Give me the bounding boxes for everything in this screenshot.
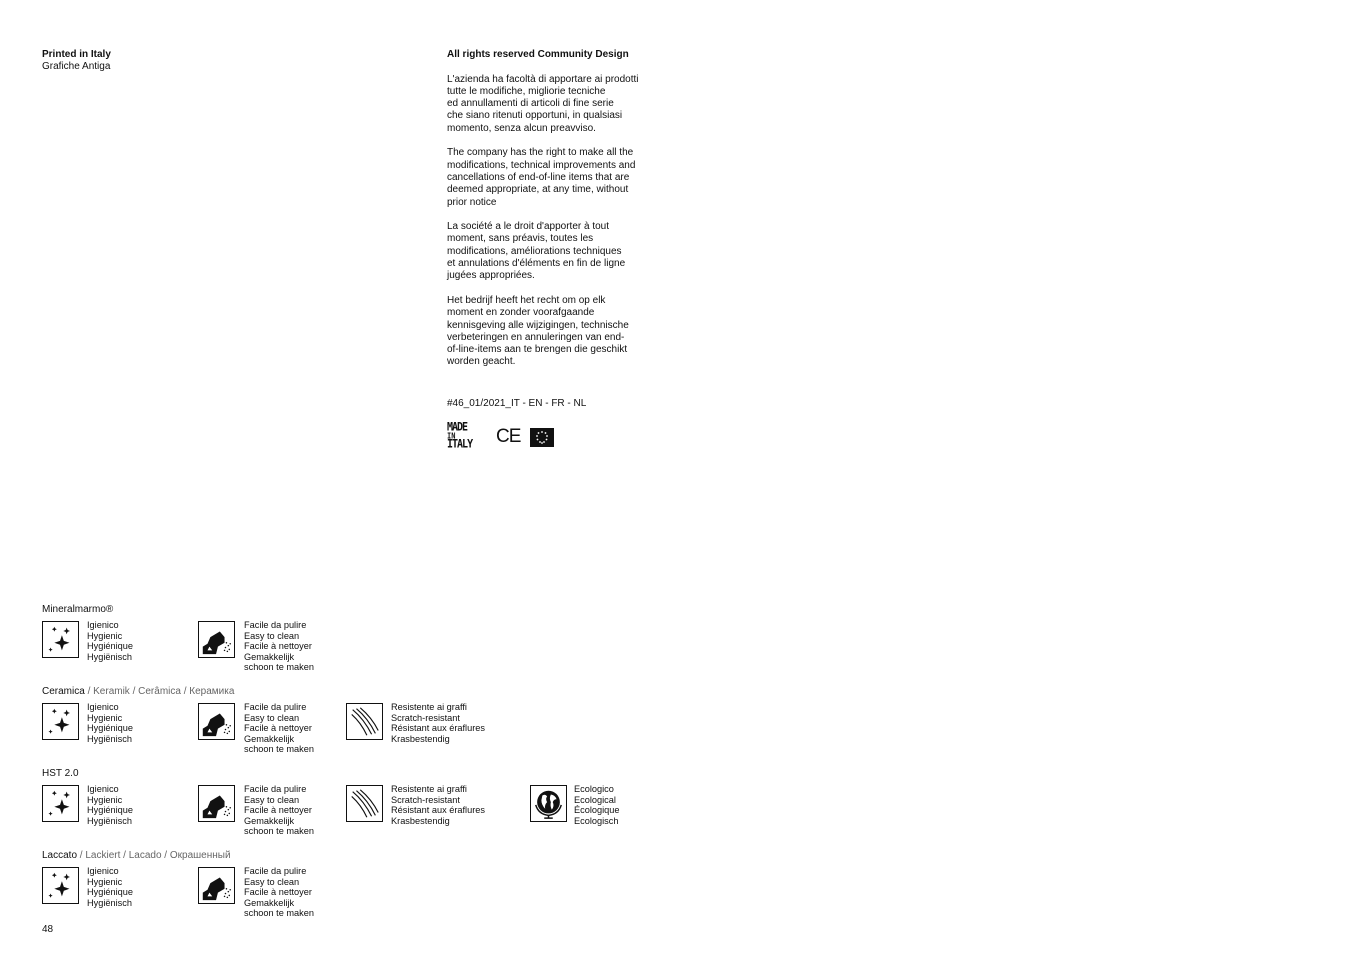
catalog-code: #46_01/2021_IT - EN - FR - NL [447, 398, 587, 409]
scratch-resistant-icon [346, 785, 383, 822]
easy-clean-label: Facile da pulire Easy to clean Facile à nettoyer Gemakkelijk schoon te maken [244, 866, 314, 919]
rights-text-nl: Het bedrijf heeft het recht om op elk moment en zonder voorafgaande kennisgeving alle wijzigingen, technische verbeteringen en annuleringen van end- of-line-items aan te brengen die geschikt worden geacht. [447, 294, 629, 368]
scratch-resistant-icon [346, 703, 383, 740]
made-in-italy-logo [447, 422, 472, 450]
hygienic-label: Igienico Hygienic Hygiénique Hygiënisch [87, 620, 133, 662]
ecological-label: Ecologico Ecological Écologique Ecologisch [574, 784, 620, 826]
laccato-title-alt: / Lackiert / Lacado / Окрашенный [77, 850, 231, 861]
ceramica-title-alt: / Keramik / Cerâmica / Керамика [84, 686, 235, 697]
section-title-laccato [42, 850, 231, 862]
ecological-globe-icon [530, 785, 567, 822]
ce-mark: CE [496, 426, 521, 447]
easy-clean-label: Facile da pulire Easy to clean Facile à nettoyer Gemakkelijk schoon te maken [244, 784, 314, 837]
printer-name: Grafiche Antiga [42, 61, 111, 72]
scratch-resistant-label: Resistente ai graffi Scratch-resistant Résistant aux éraflures Krasbestendig [391, 702, 485, 744]
section-title-ceramica [42, 686, 234, 698]
easy-clean-icon [198, 621, 235, 658]
scratch-resistant-label: Resistente ai graffi Scratch-resistant Résistant aux éraflures Krasbestendig [391, 784, 485, 826]
made-in-italy-logo-in: IN [447, 431, 456, 441]
easy-clean-icon [198, 785, 235, 822]
hygienic-label: Igienico Hygienic Hygiénique Hygiënisch [87, 702, 133, 744]
rights-text-fr: La société a le droit d'apporter à tout moment, sans préavis, toutes les modifications, améliorations techniques et annulations d'éléments en fin de ligne jugées appropriées. [447, 221, 626, 282]
rights-text-en: The company has the right to make all the modifications, technical improvements and cancellations of end-of-line items that are deemed appropriate, at any time, without prior notice [447, 147, 636, 208]
rights-column [447, 49, 667, 381]
hygienic-label: Igienico Hygienic Hygiénique Hygiënisch [87, 784, 133, 826]
easy-clean-icon [198, 867, 235, 904]
rights-title: All rights reserved Community Design [447, 49, 629, 60]
made-in-italy-logo-top: MADE [447, 421, 468, 434]
page-number: 48 [42, 924, 54, 935]
hygienic-icon [42, 703, 79, 740]
hygienic-label: Igienico Hygienic Hygiénique Hygiënisch [87, 866, 133, 908]
section-title-mineralmarmo: Mineralmarmo® [42, 604, 114, 615]
hygienic-icon [42, 621, 79, 658]
laccato-title-main: Laccato [42, 850, 78, 861]
printed-in-italy-title: Printed in Italy [42, 49, 111, 60]
hygienic-icon [42, 785, 79, 822]
made-in-italy-logo-bottom: ITALY [447, 438, 473, 451]
easy-clean-label: Facile da pulire Easy to clean Facile à nettoyer Gemakkelijk schoon te maken [244, 620, 314, 673]
section-title-hst: HST 2.0 [42, 768, 79, 779]
ceramica-title-main: Ceramica [42, 686, 85, 697]
hygienic-icon [42, 867, 79, 904]
eu-flag-icon [530, 428, 554, 447]
easy-clean-label: Facile da pulire Easy to clean Facile à nettoyer Gemakkelijk schoon te maken [244, 702, 314, 755]
rights-text-it: L'azienda ha facoltà di apportare ai prodotti tutte le modifiche, migliorie tecniche ed annullamenti di articoli di fine serie che siano ritenuti opportuni, in qualsiasi momento, senza alcun preavviso. [447, 73, 639, 134]
easy-clean-icon [198, 703, 235, 740]
